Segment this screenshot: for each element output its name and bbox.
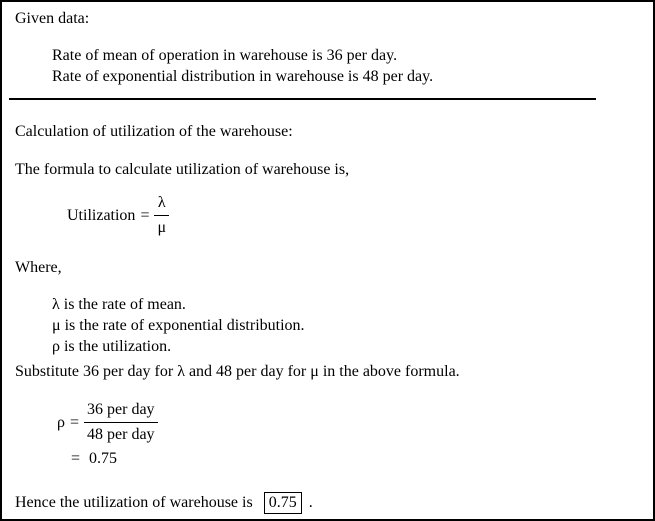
result-value: 0.75 bbox=[89, 450, 118, 467]
given-data-heading: Given data: bbox=[15, 10, 90, 27]
formula-lhs: Utilization bbox=[67, 207, 136, 224]
fraction-numerator: 36 per day bbox=[84, 399, 158, 423]
substituted-formula bbox=[57, 399, 158, 469]
given-data-list bbox=[52, 45, 433, 87]
equals-sign: = bbox=[140, 207, 150, 224]
fraction bbox=[84, 399, 158, 446]
conclusion-text: Hence the utilization of warehouse is bbox=[15, 494, 253, 511]
conclusion-line bbox=[15, 492, 313, 514]
fraction-numerator: λ bbox=[154, 192, 169, 216]
where-label: Where, bbox=[15, 259, 62, 276]
symbol-definition: λ is the rate of mean. bbox=[52, 296, 186, 313]
formula-row bbox=[57, 399, 158, 446]
fraction bbox=[154, 192, 169, 239]
section-divider bbox=[9, 98, 596, 100]
formula-lhs: ρ bbox=[57, 414, 65, 431]
equals-sign: = bbox=[71, 450, 81, 467]
fraction-denominator: μ bbox=[157, 219, 167, 236]
fraction-denominator: 48 per day bbox=[87, 426, 155, 443]
boxed-answer: 0.75 bbox=[264, 492, 302, 514]
conclusion-period: . bbox=[308, 494, 313, 511]
symbol-definition: ρ is the utilization. bbox=[52, 338, 172, 355]
equals-sign: = bbox=[69, 414, 80, 431]
substitution-text: Substitute 36 per day for λ and 48 per day for μ in the above formula. bbox=[15, 363, 460, 380]
utilization-formula bbox=[67, 192, 169, 239]
given-data-item: Rate of exponential distribution in warehouse is 48 per day. bbox=[52, 68, 434, 85]
given-data-item: Rate of mean of operation in warehouse is 36 per day. bbox=[52, 47, 398, 64]
symbol-definitions-list bbox=[52, 294, 305, 357]
result-row bbox=[71, 448, 158, 469]
formula-intro-text: The formula to calculate utilization of warehouse is, bbox=[15, 161, 350, 178]
symbol-definition: μ is the rate of exponential distribution. bbox=[52, 317, 305, 334]
calculation-heading: Calculation of utilization of the warehouse: bbox=[15, 123, 293, 140]
